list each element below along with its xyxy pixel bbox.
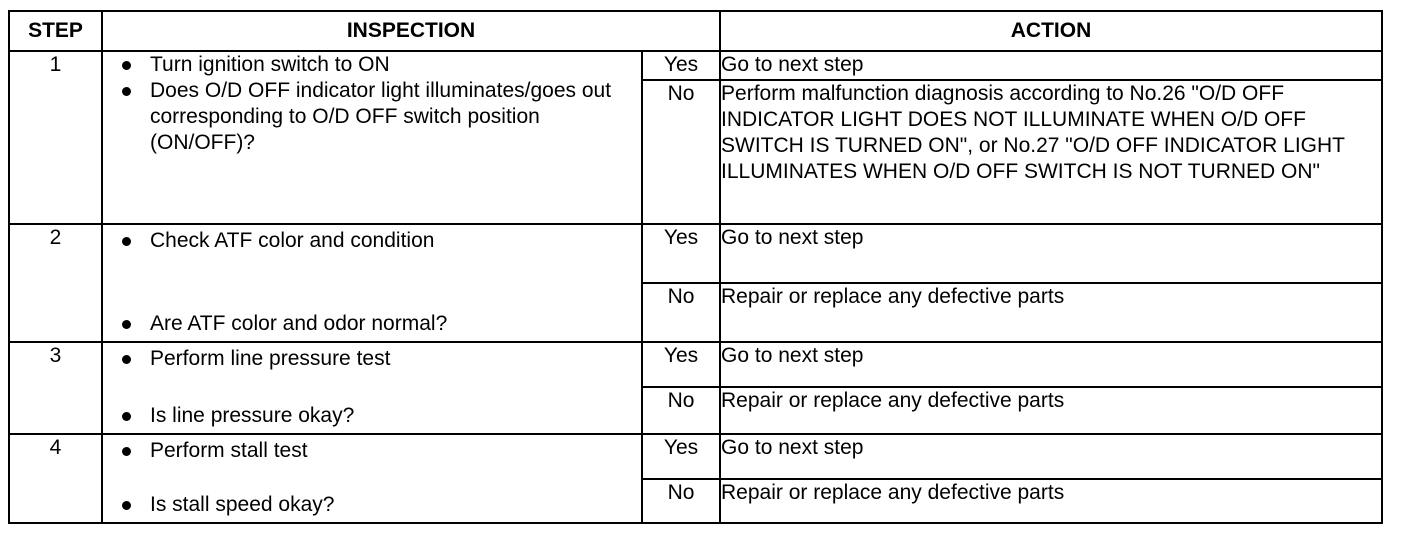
inspection-cell	[102, 434, 642, 523]
inspection-item: Are ATF color and odor normal?	[103, 311, 641, 337]
yes-action: Go to next step	[720, 51, 1382, 80]
no-label: No	[642, 387, 720, 434]
header-row	[9, 11, 1382, 51]
yes-label: Yes	[642, 51, 720, 80]
no-action: Repair or replace any defective parts	[720, 479, 1382, 523]
yes-action: Go to next step	[720, 342, 1382, 387]
step-number: 4	[9, 434, 102, 523]
step-number: 3	[9, 342, 102, 434]
no-label: No	[642, 283, 720, 342]
yes-label: Yes	[642, 342, 720, 387]
yes-action: Go to next step	[720, 224, 1382, 283]
no-action: Repair or replace any defective parts	[720, 387, 1382, 434]
inspection-cell	[102, 224, 642, 342]
yes-label: Yes	[642, 434, 720, 479]
inspection-item: Does O/D OFF indicator light illuminates/goes out corresponding to O/D OFF switch position (ON/OFF)?	[103, 78, 641, 156]
header-action: ACTION	[720, 11, 1382, 51]
inspection-item: Perform line pressure test	[103, 346, 641, 372]
no-label: No	[642, 80, 720, 224]
inspection-cell	[102, 51, 642, 224]
inspection-item: Is line pressure okay?	[103, 403, 641, 429]
table-row	[9, 51, 1382, 80]
yes-action: Go to next step	[720, 434, 1382, 479]
inspection-cell	[102, 342, 642, 434]
step-number: 2	[9, 224, 102, 342]
no-label: No	[642, 479, 720, 523]
yes-label: Yes	[642, 224, 720, 283]
diagnosis-table	[8, 10, 1383, 524]
no-action: Repair or replace any defective parts	[720, 283, 1382, 342]
inspection-item: Perform stall test	[103, 438, 641, 464]
step-number: 1	[9, 51, 102, 224]
table-row	[9, 434, 1382, 479]
inspection-item: Is stall speed okay?	[103, 492, 641, 518]
inspection-item: Check ATF color and condition	[103, 228, 641, 254]
header-step: STEP	[9, 11, 102, 51]
header-inspection: INSPECTION	[102, 11, 720, 51]
inspection-item: Turn ignition switch to ON	[103, 52, 641, 78]
table-row	[9, 224, 1382, 283]
table-row	[9, 342, 1382, 387]
no-action: Perform malfunction diagnosis according to No.26 "O/D OFF INDICATOR LIGHT DOES NOT ILLUMINATE WHEN O/D OFF SWITCH IS TURNED ON", or No.27 "O/D OFF INDICATOR LIGHT ILLUMINATES WHEN O/D OFF SWITCH IS NOT TURNED ON"	[720, 80, 1382, 224]
